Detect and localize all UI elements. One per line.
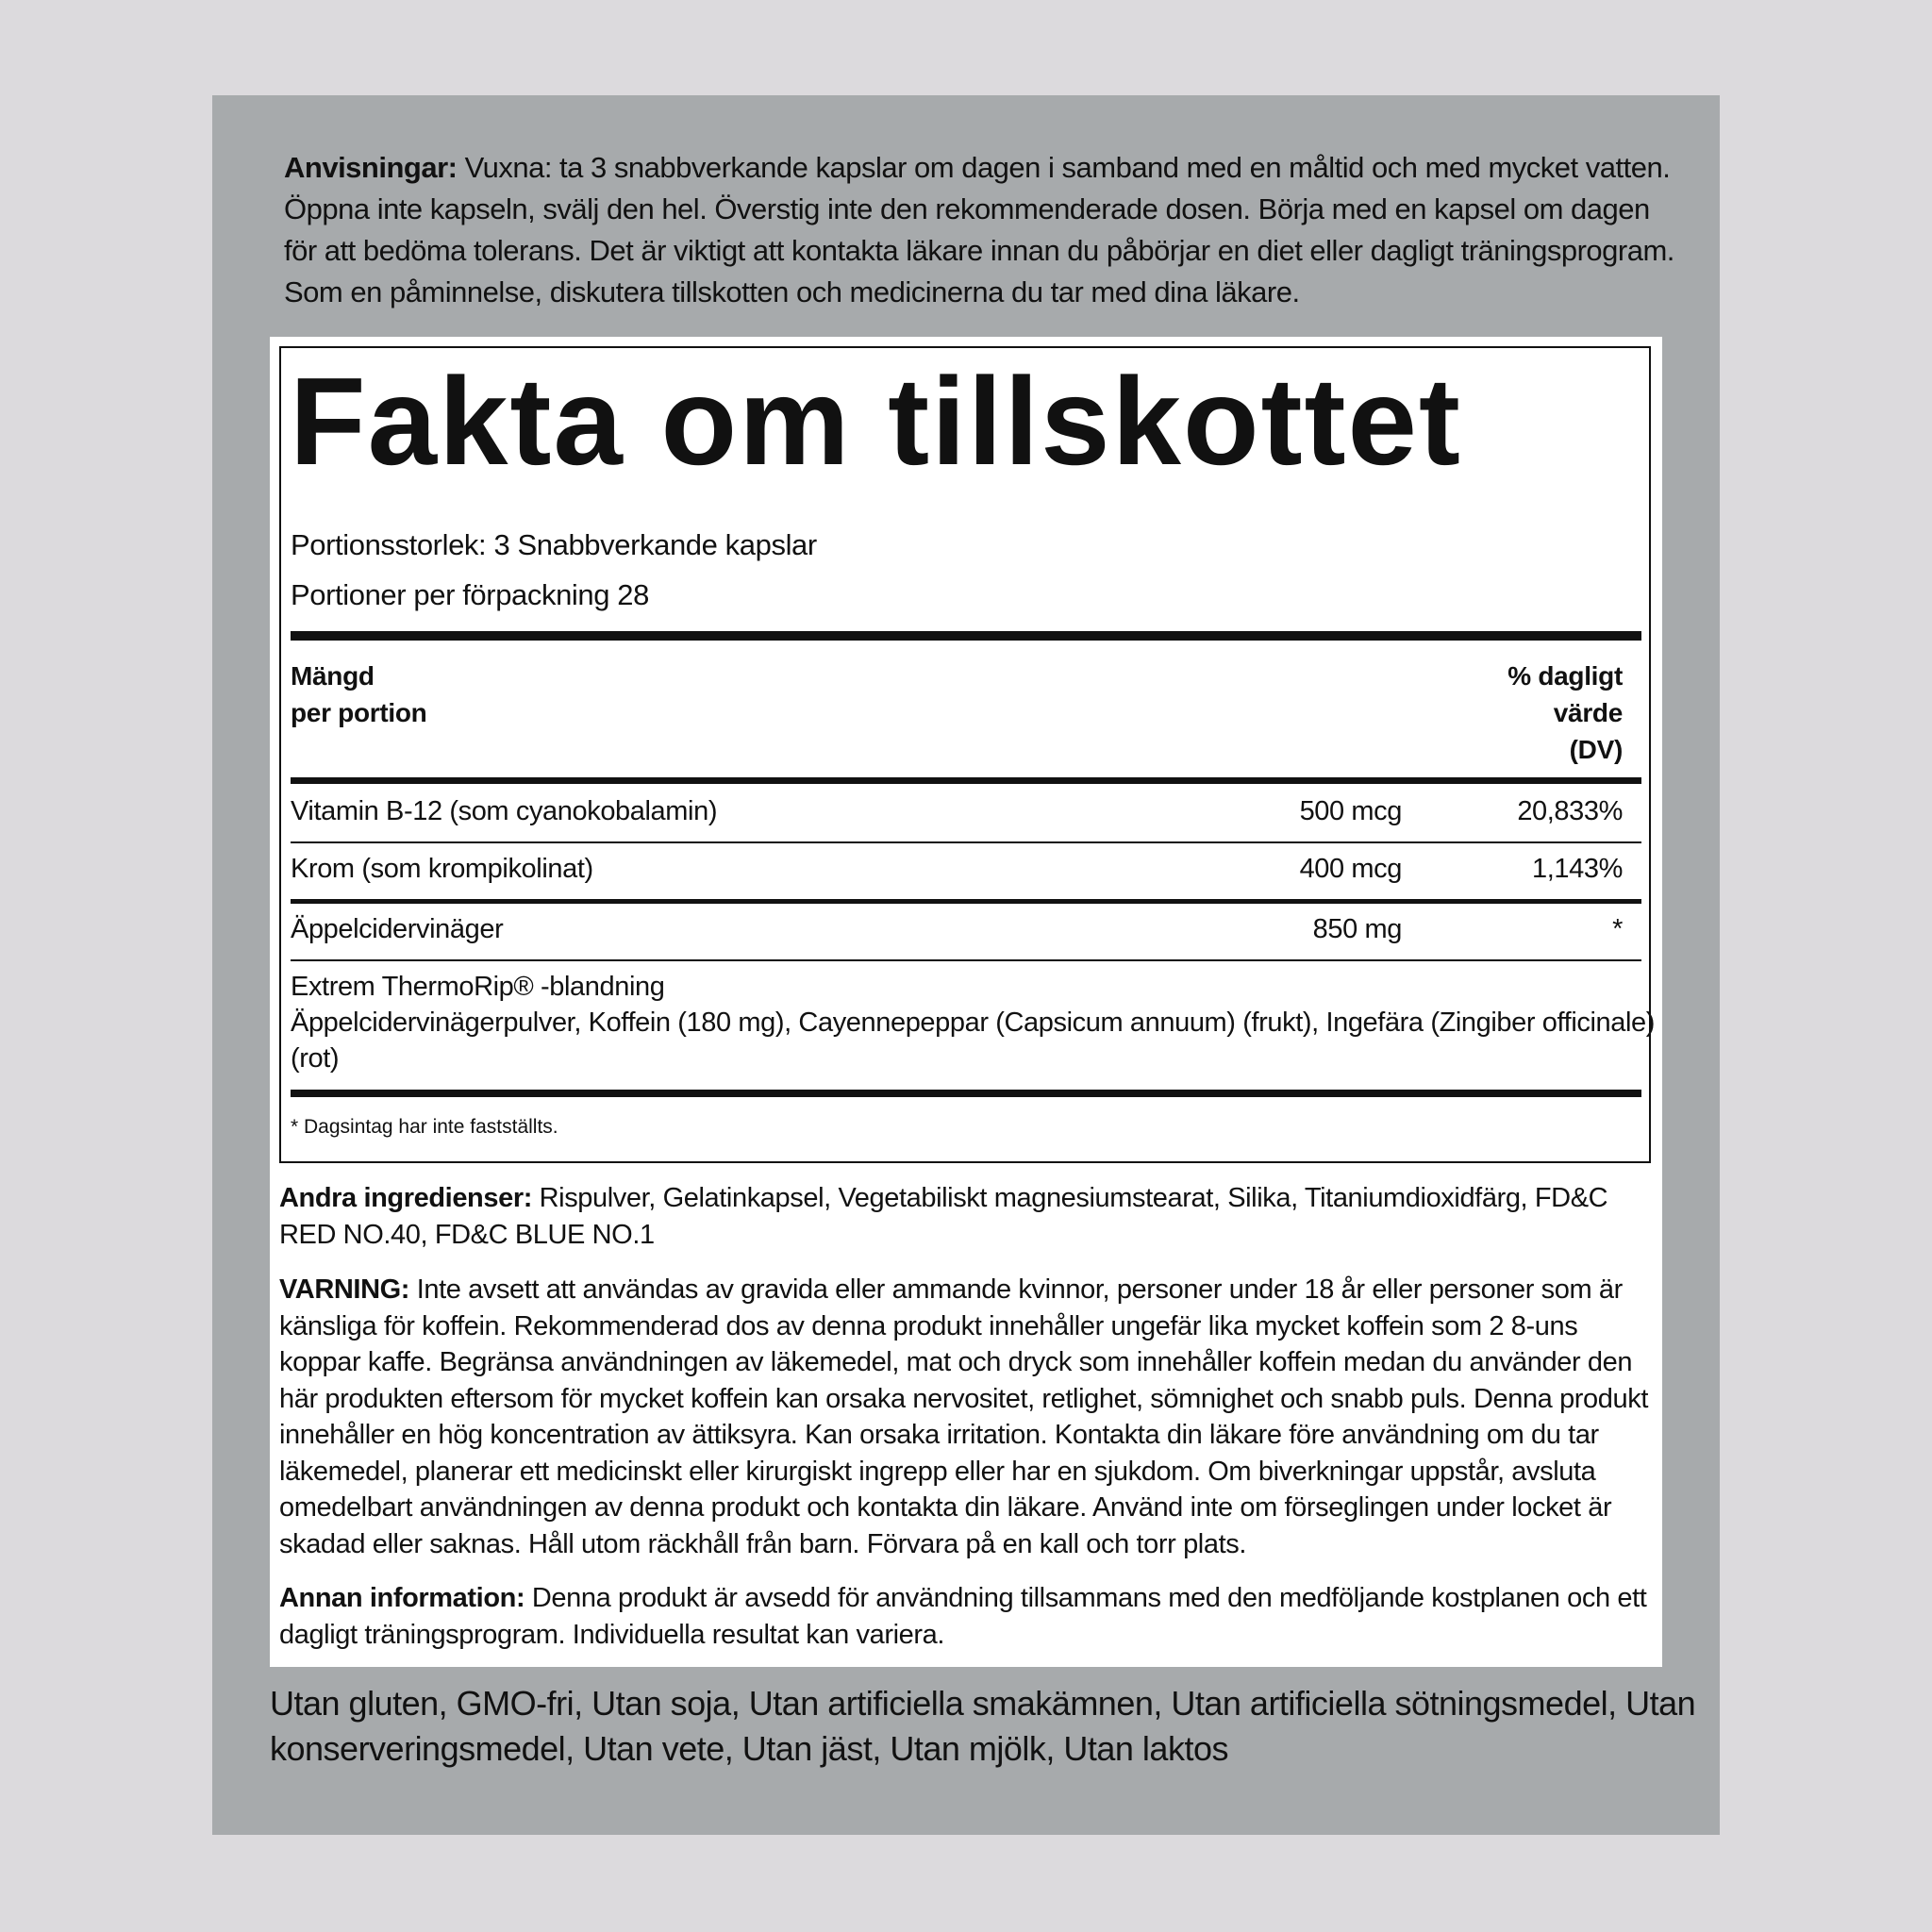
blend-name: Extrem ThermoRip® -blandning — [291, 972, 665, 1002]
other-information-text: Denna produkt är avsedd för användning tillsammans med den medföljande kostplanen och ett dagligt träningsprogram. Individuella resultat kan variera. — [279, 1583, 1647, 1650]
directions-label: Anvisningar: — [284, 151, 458, 184]
other-information — [279, 1580, 1657, 1653]
warning — [279, 1272, 1657, 1562]
warning-text: Inte avsett att användas av gravida eller ammande kvinnor, personer under 18 år eller personer som är känsliga för koffein. Rekommenderad dos av denna produkt innehåller ungefär lika mycket koffein som 2 8-uns koppar kaffe. Begränsa användningen av läkemedel, mat och dryck som innehåller koffein medan du använder den här produkten eftersom för mycket koffein kan orsaka nervositet, retlighet, sömnighet och snabb puls. Denna produkt innehåller en hög koncentration av ättiksyra. Kan orsaka irritation. Kontakta din läkare före användning om du tar läkemedel, planerar ett medicinskt eller kirurgiskt ingrepp eller har en sjukdom. Om biverkningar uppstår, avsluta omedelbart användningen av denna produkt och kontakta din läkare. Använd inte om förseglingen under locket är skadad eller saknas. Håll utom räckhåll från barn. Förvara på en kall och torr plats. — [279, 1274, 1648, 1559]
header-daily-value — [1434, 658, 1623, 768]
serving-size: Portionsstorlek: 3 Snabbverkande kapslar — [291, 528, 817, 561]
header-amount — [291, 658, 426, 731]
header-amount-line1: Mängd — [291, 661, 375, 691]
header-dv-line3: (DV) — [1569, 735, 1623, 764]
other-ingredients — [279, 1180, 1657, 1253]
footnote: * Dagsintag har inte fastställts. — [291, 1116, 558, 1138]
other-ingredients-text: Rispulver, Gelatinkapsel, Vegetabiliskt magnesiumstearat, Silika, Titaniumdioxidfärg, FD&C RED NO.40, FD&C BLUE NO.1 — [279, 1183, 1608, 1250]
nutrient-amount: 400 mcg — [1299, 854, 1402, 884]
blend-ingredients-line1: Äppelcidervinägerpulver, Koffein (180 mg), Cayennepeppar (Capsicum annuum) (frukt), Ingefära (Zingiber officinale) — [291, 1008, 1655, 1038]
nutrient-dv: 1,143% — [1532, 854, 1623, 884]
warning-label: VARNING: — [279, 1274, 410, 1305]
thick-rule — [291, 631, 1641, 641]
directions-text — [284, 147, 1680, 313]
row-divider-thick — [291, 899, 1641, 904]
nutrient-amount: 850 mg — [1312, 914, 1402, 944]
servings-per-container: Portioner per förpackning 28 — [291, 578, 649, 611]
other-information-label: Annan information: — [279, 1583, 525, 1613]
nutrient-name: Äppelcidervinäger — [291, 914, 504, 944]
header-rule — [291, 777, 1641, 784]
free-from-claims: Utan gluten, GMO-fri, Utan soja, Utan artificiella smakämnen, Utan artificiella sötningsmedel, Utan konserveringsmedel, Utan vete, Utan jäst, Utan mjölk, Utan laktos — [270, 1684, 1696, 1768]
nutrient-amount: 500 mcg — [1299, 796, 1402, 826]
bottom-thick-rule — [291, 1090, 1641, 1097]
nutrient-name: Vitamin B-12 (som cyanokobalamin) — [291, 796, 718, 826]
nutrient-dv: * — [1612, 914, 1623, 944]
row-divider — [291, 959, 1641, 961]
header-dv-line1: % dagligt — [1507, 661, 1623, 691]
header-dv-line2: värde — [1553, 698, 1623, 727]
other-ingredients-label: Andra ingredienser: — [279, 1183, 532, 1213]
blend-ingredients-line2: (rot) — [291, 1043, 340, 1074]
row-divider — [291, 841, 1641, 843]
nutrient-dv: 20,833% — [1517, 796, 1623, 826]
facts-title: Fakta om tillskottet — [290, 352, 1462, 491]
directions-body: Vuxna: ta 3 snabbverkande kapslar om dagen i samband med en måltid och med mycket vatten. Öppna inte kapseln, svälj den hel. Överstig inte den rekommenderade dosen. Börja med en kapsel om dagen för att bedöma tolerans. Det är viktigt att kontakta läkare innan du påbörjar en diet eller dagligt träningsprogram. Som en påminnelse, diskutera tillskotten och medicinerna du tar med dina läkare. — [284, 151, 1674, 308]
nutrient-name: Krom (som krompikolinat) — [291, 854, 593, 884]
header-amount-line2: per portion — [291, 698, 427, 727]
